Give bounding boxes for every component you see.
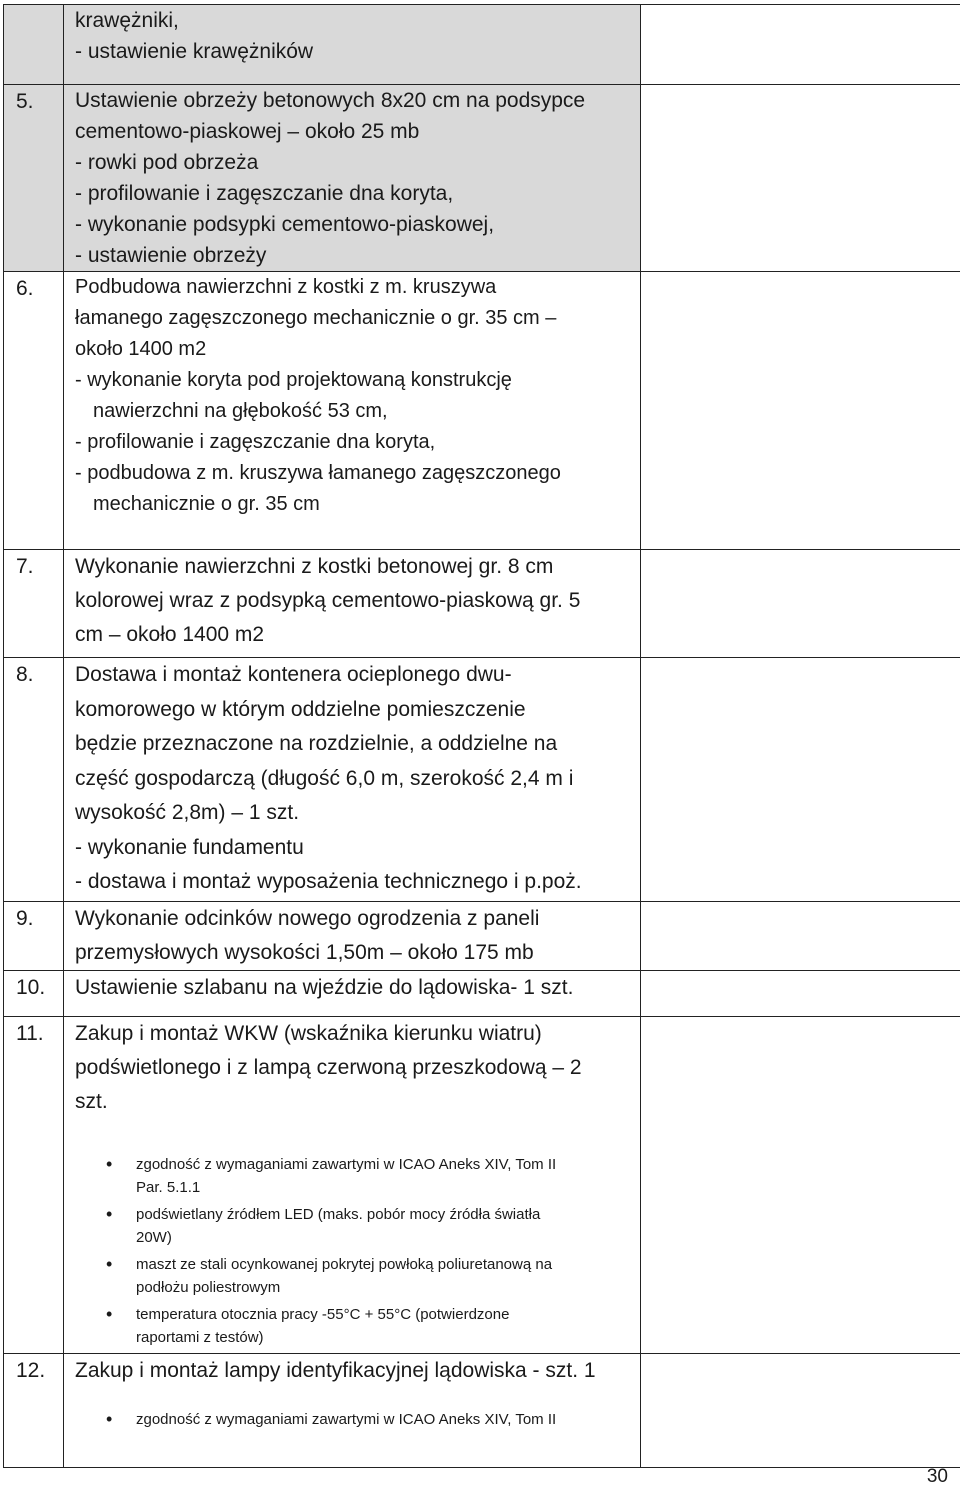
description-line: - wykonanie podsypki cementowo-piaskowej, [75, 213, 495, 236]
item-description-cell [64, 1354, 641, 1468]
description-line: - wykonanie fundamentu [75, 835, 304, 859]
item-description-cell [64, 5, 641, 85]
description-line: część gospodarczą (długość 6,0 m, szerokość 2,4 m i [75, 766, 574, 790]
empty-cell [641, 658, 960, 902]
item-number-cell [4, 658, 64, 902]
table-row [4, 658, 960, 902]
empty-cell [641, 5, 960, 85]
item-number: 6. [16, 277, 34, 300]
list-item-text: zgodność z wymaganiami zawartymi w ICAO Aneks XIV, Tom II [136, 1156, 557, 1173]
item-number-cell [4, 5, 64, 85]
description-line: - rowki pod obrzeża [75, 151, 259, 174]
empty-cell [641, 272, 960, 550]
item-number-cell [4, 85, 64, 272]
list-item-text: zgodność z wymaganiami zawartymi w ICAO Aneks XIV, Tom II [136, 1411, 557, 1428]
item-number: 8. [16, 663, 34, 686]
description-line: około 1400 m2 [75, 338, 207, 360]
list-item-text: podłożu poliestrowym [136, 1279, 281, 1296]
item-number-cell [4, 1354, 64, 1468]
description-line: - dostawa i montaż wyposażenia technicznego i p.poż. [75, 870, 582, 893]
list-item-text: temperatura otocznia pracy -55°C + 55°C (potwierdzone [136, 1306, 510, 1323]
item-number-cell [4, 1017, 64, 1354]
empty-cell [641, 1017, 960, 1354]
item-number-cell [4, 550, 64, 658]
bullet-icon: • [106, 1204, 113, 1224]
description-line: podświetlonego i z lampą czerwoną przeszkodową – 2 [75, 1056, 582, 1079]
description-line: - wykonanie koryta pod projektowaną konstrukcję [75, 369, 512, 391]
item-number: 12. [16, 1359, 46, 1382]
item-number: 9. [16, 907, 34, 930]
item-description-cell [64, 1017, 641, 1354]
item-number-cell [4, 902, 64, 971]
bullet-icon: • [106, 1154, 113, 1174]
description-line: szt. [75, 1090, 108, 1113]
table-row [4, 971, 960, 1017]
bullet-icon: • [106, 1254, 113, 1274]
description-line: - profilowanie i zagęszczanie dna koryta, [75, 182, 454, 205]
description-line: - podbudowa z m. kruszywa łamanego zagęszczonego [75, 462, 561, 484]
description-line: wysokość 2,8m) – 1 szt. [75, 801, 300, 824]
description-line: Wykonanie odcinków nowego ogrodzenia z paneli [75, 907, 540, 930]
list-item [72, 1153, 640, 1199]
item-description-cell [64, 85, 641, 272]
description-line: - profilowanie i zagęszczanie dna koryta, [75, 431, 436, 453]
empty-cell [641, 550, 960, 658]
description-line: nawierzchni na głębokość 53 cm, [93, 400, 388, 422]
item-description-cell [64, 272, 641, 550]
description-line: - ustawienie krawężników [75, 40, 314, 63]
description-line: komorowego w którym oddzielne pomieszczenie [75, 697, 526, 721]
empty-cell [641, 1354, 960, 1468]
table-row [4, 1017, 960, 1354]
list-item-text: maszt ze stali ocynkowanej pokrytej powłoką poliuretanową na [136, 1256, 553, 1273]
description-line: - ustawienie obrzeży [75, 244, 267, 267]
item-description-cell [64, 550, 641, 658]
list-item-text: Par. 5.1.1 [136, 1179, 201, 1196]
item-description-cell [64, 658, 641, 902]
item-number-cell [4, 272, 64, 550]
description-line: Zakup i montaż WKW (wskaźnika kierunku wiatru) [75, 1022, 542, 1045]
description-line: cementowo-piaskowej – około 25 mb [75, 120, 420, 143]
list-item [72, 1203, 640, 1249]
table-row [4, 1354, 960, 1468]
description-line: krawężniki, [75, 9, 179, 32]
list-item-text: podświetlany źródłem LED (maks. pobór mocy źródła światła [136, 1206, 541, 1223]
page-number: 30 [926, 1466, 948, 1487]
empty-cell [641, 971, 960, 1017]
list-item-text: raportami z testów) [136, 1329, 264, 1346]
description-line: Dostawa i montaż kontenera ocieplonego dwu- [75, 663, 512, 686]
description-line: Wykonanie nawierzchni z kostki betonowej gr. 8 cm [75, 555, 554, 578]
description-line: przemysłowych wysokości 1,50m – około 175 mb [75, 941, 534, 964]
item-description-cell [64, 971, 641, 1017]
item-number-cell [4, 971, 64, 1017]
description-line: Ustawienie obrzeży betonowych 8x20 cm na podsypce [75, 89, 586, 112]
description-line: Zakup i montaż lampy identyfikacyjnej lądowiska - szt. 1 [75, 1359, 596, 1382]
description-line: mechanicznie o gr. 35 cm [93, 493, 320, 515]
table-row [4, 272, 960, 550]
item-number: 5. [16, 90, 34, 113]
requirements-list [64, 1147, 640, 1349]
item-description-cell [64, 902, 641, 971]
description-line: łamanego zagęszczonego mechanicznie o gr. 35 cm – [75, 307, 557, 329]
bullet-icon: • [106, 1409, 113, 1429]
list-item [72, 1408, 640, 1431]
list-item-text: 20W) [136, 1229, 172, 1246]
item-number: 10. [16, 976, 46, 999]
description-line: kolorowej wraz z podsypką cementowo-piaskową gr. 5 [75, 589, 581, 612]
list-item [72, 1303, 640, 1349]
table-row [4, 902, 960, 971]
requirements-list [64, 1402, 640, 1431]
empty-cell [641, 902, 960, 971]
description-line: będzie przeznaczone na rozdzielnie, a oddzielne na [75, 732, 558, 755]
bullet-icon: • [106, 1304, 113, 1324]
description-line: cm – około 1400 m2 [75, 623, 265, 646]
table-row [4, 85, 960, 272]
table-row [4, 550, 960, 658]
item-number: 11. [16, 1022, 44, 1045]
list-item [72, 1253, 640, 1299]
description-line: Ustawienie szlabanu na wjeździe do lądowiska- 1 szt. [75, 976, 574, 999]
description-line: Podbudowa nawierzchni z kostki z m. kruszywa [75, 276, 497, 298]
items-table [3, 4, 960, 1468]
empty-cell [641, 85, 960, 272]
table-row [4, 5, 960, 85]
item-number: 7. [16, 555, 34, 578]
